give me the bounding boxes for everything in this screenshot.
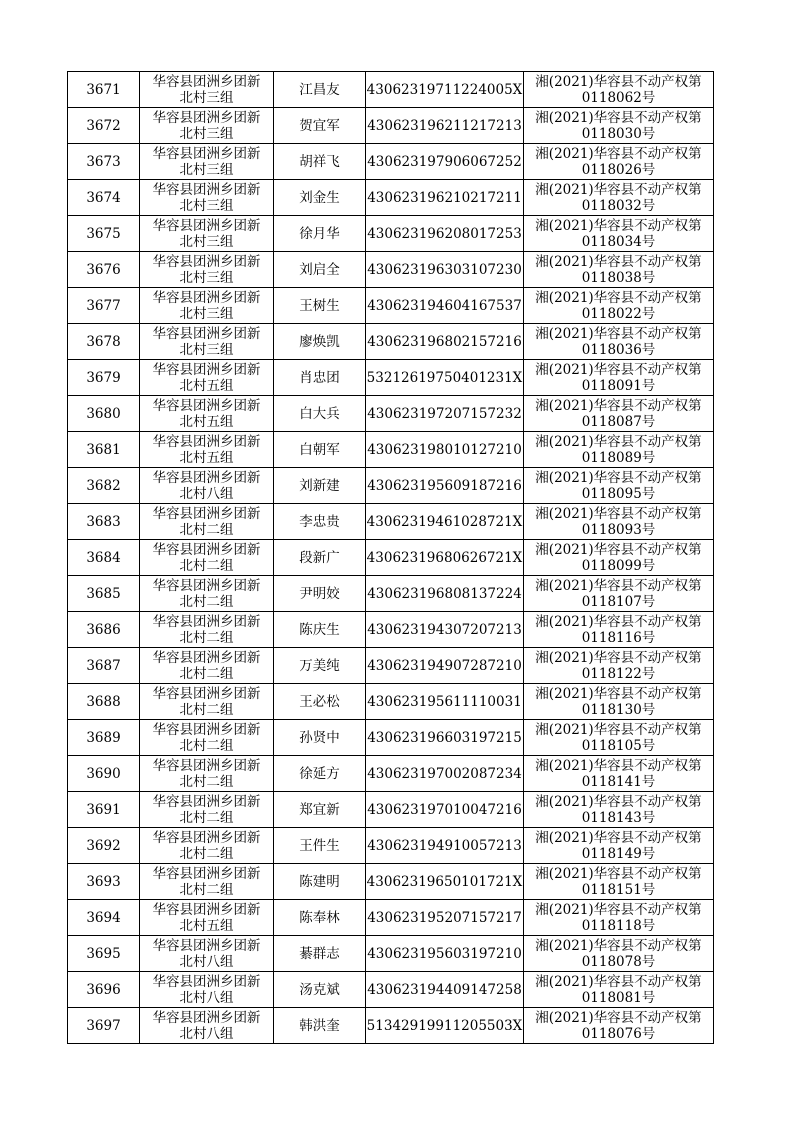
row-number-cell: 3674 <box>68 180 140 216</box>
certificate-cell-line: 湘(2021)华容县不动产权第 <box>535 829 702 846</box>
address-cell <box>140 144 274 180</box>
address-cell-line: 北村三组 <box>179 125 234 142</box>
certificate-cell-line: 湘(2021)华容县不动产权第 <box>535 973 702 990</box>
certificate-cell-line: 0118038号 <box>581 269 656 286</box>
row-number-cell: 3680 <box>68 396 140 432</box>
certificate-cell <box>524 144 714 180</box>
row-number-cell: 3673 <box>68 144 140 180</box>
certificate-cell-line: 湘(2021)华容县不动产权第 <box>535 757 702 774</box>
owner-name-cell: 刘新建 <box>274 468 366 504</box>
certificate-cell <box>524 972 714 1008</box>
address-cell <box>140 108 274 144</box>
owner-name-cell: 胡祥飞 <box>274 144 366 180</box>
address-cell-line: 华容县团洲乡团新 <box>152 829 261 846</box>
owner-name-cell: 王件生 <box>274 828 366 864</box>
table-row <box>68 540 714 576</box>
address-cell <box>140 396 274 432</box>
certificate-cell <box>524 828 714 864</box>
table-row <box>68 720 714 756</box>
table-row <box>68 1008 714 1044</box>
certificate-cell-line: 湘(2021)华容县不动产权第 <box>535 145 702 162</box>
table-row <box>68 900 714 936</box>
row-number-cell: 3685 <box>68 576 140 612</box>
owner-name-cell: 刘启全 <box>274 252 366 288</box>
address-cell <box>140 828 274 864</box>
certificate-cell-line: 湘(2021)华容县不动产权第 <box>535 469 702 486</box>
address-cell-line: 华容县团洲乡团新 <box>152 181 261 198</box>
address-cell-line: 北村二组 <box>179 773 234 790</box>
id-number-cell: 430623197002087234 <box>366 756 524 792</box>
certificate-cell <box>524 324 714 360</box>
id-number-cell: 53212619750401231X <box>366 360 524 396</box>
certificate-cell-line: 湘(2021)华容县不动产权第 <box>535 613 702 630</box>
row-number-cell: 3690 <box>68 756 140 792</box>
address-cell <box>140 360 274 396</box>
id-number-cell: 430623196808137224 <box>366 576 524 612</box>
certificate-cell <box>524 108 714 144</box>
certificate-cell-line: 湘(2021)华容县不动产权第 <box>535 541 702 558</box>
certificate-cell-line: 湘(2021)华容县不动产权第 <box>535 289 702 306</box>
certificate-cell <box>524 72 714 108</box>
address-cell-line: 华容县团洲乡团新 <box>152 289 261 306</box>
row-number-cell: 3693 <box>68 864 140 900</box>
owner-name-cell: 韩洪奎 <box>274 1008 366 1044</box>
certificate-cell-line: 湘(2021)华容县不动产权第 <box>535 253 702 270</box>
address-cell-line: 华容县团洲乡团新 <box>152 937 261 954</box>
certificate-cell-line: 0118034号 <box>581 233 656 250</box>
certificate-cell <box>524 648 714 684</box>
certificate-cell-line: 0118143号 <box>581 809 656 826</box>
row-number-cell: 3681 <box>68 432 140 468</box>
row-number-cell: 3694 <box>68 900 140 936</box>
address-cell-line: 北村五组 <box>179 449 234 466</box>
address-cell <box>140 432 274 468</box>
address-cell-line: 华容县团洲乡团新 <box>152 685 261 702</box>
address-cell-line: 北村三组 <box>179 269 234 286</box>
row-number-cell: 3675 <box>68 216 140 252</box>
certificate-cell-line: 0118107号 <box>581 593 656 610</box>
row-number-cell: 3686 <box>68 612 140 648</box>
row-number-cell: 3696 <box>68 972 140 1008</box>
id-number-cell: 430623195609187216 <box>366 468 524 504</box>
address-cell-line: 华容县团洲乡团新 <box>152 505 261 522</box>
id-number-cell: 430623197906067252 <box>366 144 524 180</box>
certificate-cell-line: 0118141号 <box>581 773 656 790</box>
owner-name-cell: 段新广 <box>274 540 366 576</box>
address-cell <box>140 216 274 252</box>
address-cell-line: 华容县团洲乡团新 <box>152 721 261 738</box>
owner-name-cell: 陈建明 <box>274 864 366 900</box>
address-cell-line: 北村二组 <box>179 521 234 538</box>
certificate-cell-line: 湘(2021)华容县不动产权第 <box>535 397 702 414</box>
id-number-cell: 43062319711224005X <box>366 72 524 108</box>
owner-name-cell: 万美纯 <box>274 648 366 684</box>
certificate-cell-line: 0118095号 <box>581 485 656 502</box>
table-row <box>68 144 714 180</box>
address-cell <box>140 756 274 792</box>
address-cell <box>140 792 274 828</box>
address-cell-line: 北村三组 <box>179 197 234 214</box>
certificate-cell-line: 0118105号 <box>581 737 656 754</box>
address-cell <box>140 900 274 936</box>
row-number-cell: 3682 <box>68 468 140 504</box>
certificate-cell-line: 湘(2021)华容县不动产权第 <box>535 685 702 702</box>
address-cell-line: 华容县团洲乡团新 <box>152 793 261 810</box>
table-row <box>68 360 714 396</box>
certificate-cell <box>524 216 714 252</box>
id-number-cell: 430623194307207213 <box>366 612 524 648</box>
certificate-cell <box>524 1008 714 1044</box>
certificate-cell-line: 湘(2021)华容县不动产权第 <box>535 433 702 450</box>
address-cell-line: 北村八组 <box>179 1025 234 1042</box>
address-cell-line: 华容县团洲乡团新 <box>152 541 261 558</box>
address-cell <box>140 468 274 504</box>
row-number-cell: 3688 <box>68 684 140 720</box>
address-cell-line: 北村八组 <box>179 953 234 970</box>
owner-name-cell: 陈奉林 <box>274 900 366 936</box>
address-cell-line: 北村二组 <box>179 701 234 718</box>
address-cell-line: 北村三组 <box>179 233 234 250</box>
address-cell <box>140 720 274 756</box>
certificate-cell-line: 湘(2021)华容县不动产权第 <box>535 325 702 342</box>
owner-name-cell: 徐延方 <box>274 756 366 792</box>
address-cell-line: 华容县团洲乡团新 <box>152 649 261 666</box>
id-number-cell: 430623196211217213 <box>366 108 524 144</box>
owner-name-cell: 王必松 <box>274 684 366 720</box>
certificate-cell <box>524 864 714 900</box>
certificate-cell-line: 0118030号 <box>581 125 656 142</box>
address-cell <box>140 72 274 108</box>
certificate-cell <box>524 792 714 828</box>
certificate-cell-line: 0118078号 <box>581 953 656 970</box>
address-cell-line: 北村五组 <box>179 377 234 394</box>
owner-name-cell: 江昌友 <box>274 72 366 108</box>
address-cell-line: 北村二组 <box>179 593 234 610</box>
address-cell-line: 北村二组 <box>179 845 234 862</box>
certificate-cell <box>524 756 714 792</box>
row-number-cell: 3678 <box>68 324 140 360</box>
address-cell-line: 华容县团洲乡团新 <box>152 253 261 270</box>
row-number-cell: 3697 <box>68 1008 140 1044</box>
certificate-cell <box>524 936 714 972</box>
address-cell-line: 华容县团洲乡团新 <box>152 577 261 594</box>
address-cell-line: 北村二组 <box>179 629 234 646</box>
id-number-cell: 430623194409147258 <box>366 972 524 1008</box>
certificate-cell-line: 0118062号 <box>581 89 656 106</box>
address-cell-line: 华容县团洲乡团新 <box>152 901 261 918</box>
owner-name-cell: 尹明姣 <box>274 576 366 612</box>
certificate-cell-line: 0118089号 <box>581 449 656 466</box>
table-row <box>68 936 714 972</box>
table-row <box>68 252 714 288</box>
id-number-cell: 430623198010127210 <box>366 432 524 468</box>
certificate-cell-line: 0118032号 <box>581 197 656 214</box>
address-cell-line: 北村二组 <box>179 557 234 574</box>
address-cell-line: 北村三组 <box>179 305 234 322</box>
certificate-cell <box>524 288 714 324</box>
id-number-cell: 430623195207157217 <box>366 900 524 936</box>
address-cell-line: 北村三组 <box>179 341 234 358</box>
certificate-cell-line: 0118026号 <box>581 161 656 178</box>
certificate-cell-line: 湘(2021)华容县不动产权第 <box>535 217 702 234</box>
certificate-cell <box>524 612 714 648</box>
row-number-cell: 3677 <box>68 288 140 324</box>
address-cell-line: 北村二组 <box>179 809 234 826</box>
row-number-cell: 3684 <box>68 540 140 576</box>
owner-name-cell: 汤克斌 <box>274 972 366 1008</box>
owner-name-cell: 李忠贵 <box>274 504 366 540</box>
certificate-cell-line: 0118118号 <box>581 917 656 934</box>
address-cell-line: 北村二组 <box>179 665 234 682</box>
address-cell-line: 华容县团洲乡团新 <box>152 109 261 126</box>
address-cell-line: 北村五组 <box>179 917 234 934</box>
certificate-cell-line: 湘(2021)华容县不动产权第 <box>535 937 702 954</box>
property-register-table <box>67 71 714 1044</box>
address-cell-line: 华容县团洲乡团新 <box>152 73 261 90</box>
address-cell-line: 华容县团洲乡团新 <box>152 865 261 882</box>
row-number-cell: 3687 <box>68 648 140 684</box>
id-number-cell: 430623194907287210 <box>366 648 524 684</box>
table-row <box>68 792 714 828</box>
id-number-cell: 43062319650101721X <box>366 864 524 900</box>
row-number-cell: 3689 <box>68 720 140 756</box>
address-cell <box>140 972 274 1008</box>
owner-name-cell: 陈庆生 <box>274 612 366 648</box>
id-number-cell: 43062319680626721X <box>366 540 524 576</box>
address-cell-line: 华容县团洲乡团新 <box>152 613 261 630</box>
table-row <box>68 288 714 324</box>
certificate-cell-line: 0118022号 <box>581 305 656 322</box>
table-row <box>68 864 714 900</box>
table-row <box>68 756 714 792</box>
table-row <box>68 576 714 612</box>
address-cell-line: 华容县团洲乡团新 <box>152 397 261 414</box>
certificate-cell-line: 0118036号 <box>581 341 656 358</box>
id-number-cell: 430623195603197210 <box>366 936 524 972</box>
address-cell-line: 华容县团洲乡团新 <box>152 325 261 342</box>
owner-name-cell: 白大兵 <box>274 396 366 432</box>
address-cell <box>140 540 274 576</box>
certificate-cell-line: 湘(2021)华容县不动产权第 <box>535 361 702 378</box>
table-row <box>68 108 714 144</box>
certificate-cell <box>524 468 714 504</box>
row-number-cell: 3672 <box>68 108 140 144</box>
address-cell-line: 北村二组 <box>179 881 234 898</box>
address-cell-line: 北村三组 <box>179 89 234 106</box>
address-cell <box>140 180 274 216</box>
address-cell <box>140 324 274 360</box>
certificate-cell-line: 0118091号 <box>581 377 656 394</box>
table-row <box>68 828 714 864</box>
address-cell-line: 北村二组 <box>179 737 234 754</box>
address-cell-line: 华容县团洲乡团新 <box>152 361 261 378</box>
address-cell <box>140 288 274 324</box>
certificate-cell <box>524 180 714 216</box>
owner-name-cell: 廖焕凯 <box>274 324 366 360</box>
address-cell-line: 北村八组 <box>179 485 234 502</box>
table-row <box>68 216 714 252</box>
table-row <box>68 396 714 432</box>
certificate-cell <box>524 360 714 396</box>
address-cell-line: 北村五组 <box>179 413 234 430</box>
id-number-cell: 430623196603197215 <box>366 720 524 756</box>
certificate-cell <box>524 252 714 288</box>
certificate-cell-line: 0118149号 <box>581 845 656 862</box>
certificate-cell-line: 湘(2021)华容县不动产权第 <box>535 901 702 918</box>
certificate-cell-line: 湘(2021)华容县不动产权第 <box>535 109 702 126</box>
certificate-cell <box>524 684 714 720</box>
certificate-cell-line: 0118087号 <box>581 413 656 430</box>
id-number-cell: 430623196802157216 <box>366 324 524 360</box>
address-cell <box>140 864 274 900</box>
address-cell <box>140 1008 274 1044</box>
table-row <box>68 612 714 648</box>
table-row <box>68 972 714 1008</box>
owner-name-cell: 徐月华 <box>274 216 366 252</box>
table-row <box>68 180 714 216</box>
id-number-cell: 430623196303107230 <box>366 252 524 288</box>
address-cell-line: 华容县团洲乡团新 <box>152 145 261 162</box>
table-row <box>68 648 714 684</box>
address-cell <box>140 576 274 612</box>
row-number-cell: 3679 <box>68 360 140 396</box>
address-cell <box>140 936 274 972</box>
certificate-cell <box>524 900 714 936</box>
certificate-cell <box>524 576 714 612</box>
certificate-cell-line: 湘(2021)华容县不动产权第 <box>535 73 702 90</box>
id-number-cell: 430623195611110031 <box>366 684 524 720</box>
id-number-cell: 430623194604167537 <box>366 288 524 324</box>
certificate-cell-line: 0118130号 <box>581 701 656 718</box>
row-number-cell: 3695 <box>68 936 140 972</box>
certificate-cell-line: 湘(2021)华容县不动产权第 <box>535 505 702 522</box>
certificate-cell-line: 湘(2021)华容县不动产权第 <box>535 649 702 666</box>
address-cell <box>140 648 274 684</box>
id-number-cell: 430623197010047216 <box>366 792 524 828</box>
certificate-cell <box>524 504 714 540</box>
address-cell-line: 华容县团洲乡团新 <box>152 1009 261 1026</box>
certificate-cell <box>524 540 714 576</box>
owner-name-cell: 贺宜军 <box>274 108 366 144</box>
address-cell-line: 华容县团洲乡团新 <box>152 469 261 486</box>
row-number-cell: 3691 <box>68 792 140 828</box>
table-row <box>68 72 714 108</box>
address-cell-line: 北村八组 <box>179 989 234 1006</box>
address-cell-line: 北村三组 <box>179 161 234 178</box>
certificate-cell <box>524 396 714 432</box>
address-cell-line: 华容县团洲乡团新 <box>152 433 261 450</box>
address-cell <box>140 504 274 540</box>
address-cell-line: 华容县团洲乡团新 <box>152 757 261 774</box>
certificate-cell-line: 湘(2021)华容县不动产权第 <box>535 1009 702 1026</box>
row-number-cell: 3683 <box>68 504 140 540</box>
certificate-cell-line: 0118122号 <box>581 665 656 682</box>
id-number-cell: 430623194910057213 <box>366 828 524 864</box>
row-number-cell: 3671 <box>68 72 140 108</box>
table-row <box>68 504 714 540</box>
certificate-cell-line: 0118081号 <box>581 989 656 1006</box>
owner-name-cell: 綦群志 <box>274 936 366 972</box>
register-body <box>68 72 714 1044</box>
certificate-cell-line: 0118093号 <box>581 521 656 538</box>
certificate-cell <box>524 720 714 756</box>
certificate-cell-line: 湘(2021)华容县不动产权第 <box>535 793 702 810</box>
table-row <box>68 432 714 468</box>
table-row <box>68 684 714 720</box>
address-cell <box>140 684 274 720</box>
certificate-cell-line: 湘(2021)华容县不动产权第 <box>535 181 702 198</box>
owner-name-cell: 白朝军 <box>274 432 366 468</box>
address-cell <box>140 252 274 288</box>
id-number-cell: 430623196208017253 <box>366 216 524 252</box>
row-number-cell: 3692 <box>68 828 140 864</box>
certificate-cell-line: 湘(2021)华容县不动产权第 <box>535 577 702 594</box>
certificate-cell-line: 湘(2021)华容县不动产权第 <box>535 721 702 738</box>
owner-name-cell: 孙贤中 <box>274 720 366 756</box>
address-cell-line: 华容县团洲乡团新 <box>152 217 261 234</box>
certificate-cell-line: 0118151号 <box>581 881 656 898</box>
owner-name-cell: 刘金生 <box>274 180 366 216</box>
certificate-cell-line: 0118099号 <box>581 557 656 574</box>
id-number-cell: 51342919911205503X <box>366 1008 524 1044</box>
certificate-cell-line: 0118076号 <box>581 1025 656 1042</box>
table-row <box>68 468 714 504</box>
address-cell <box>140 612 274 648</box>
certificate-cell-line: 0118116号 <box>581 629 656 646</box>
id-number-cell: 430623196210217211 <box>366 180 524 216</box>
owner-name-cell: 肖忠团 <box>274 360 366 396</box>
id-number-cell: 430623197207157232 <box>366 396 524 432</box>
certificate-cell <box>524 432 714 468</box>
id-number-cell: 43062319461028721X <box>366 504 524 540</box>
certificate-cell-line: 湘(2021)华容县不动产权第 <box>535 865 702 882</box>
owner-name-cell: 王树生 <box>274 288 366 324</box>
address-cell-line: 华容县团洲乡团新 <box>152 973 261 990</box>
table-row <box>68 324 714 360</box>
row-number-cell: 3676 <box>68 252 140 288</box>
owner-name-cell: 郑宜新 <box>274 792 366 828</box>
